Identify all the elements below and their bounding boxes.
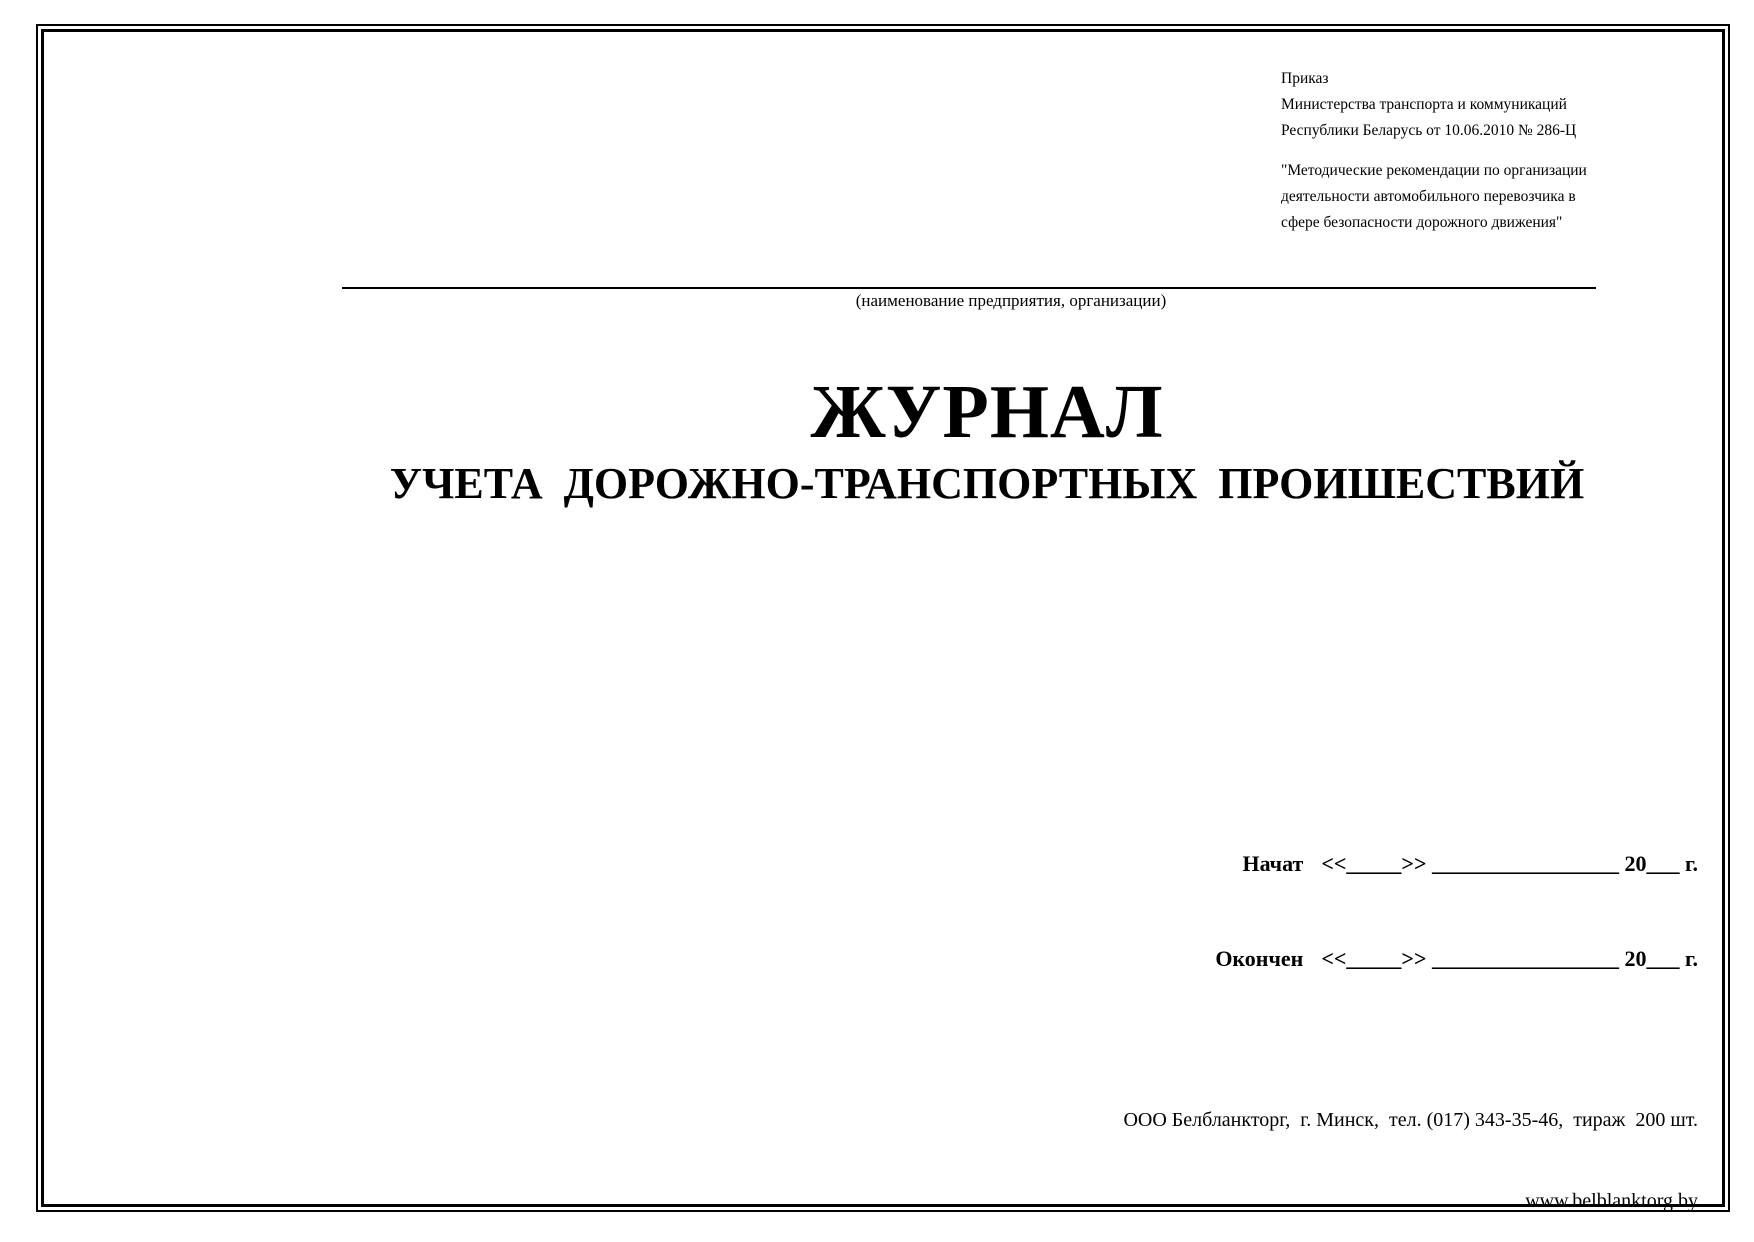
order-reference [1281,66,1701,236]
publisher-website: www.belblanktorg.by [1525,1190,1698,1212]
end-date-row [1204,920,1698,972]
organization-name-line[interactable] [342,287,1596,289]
start-date-row [1231,825,1698,877]
order-line: Республики Беларусь от 10.06.2010 № 286-Ц [1281,122,1577,139]
organization-caption: (наименование предприятия, организации) [855,291,1167,310]
end-date-label: Окончен [1215,946,1304,971]
order-line: сфере безопасности дорожного движения" [1281,214,1563,231]
publisher-info [1123,1053,1698,1242]
order-line: Министерства транспорта и коммуникаций [1281,96,1567,113]
start-date-label: Начат [1242,851,1304,876]
end-date-fields[interactable]: <<_____>> _________________ 20___ г. [1321,946,1698,971]
page-title: ЖУРНАЛ [810,370,1164,454]
page-subtitle: УЧЕТА ДОРОЖНО-ТРАНСПОРТНЫХ ПРОИШЕСТВИЙ [389,459,1585,508]
order-line: Приказ [1281,70,1329,87]
order-line: деятельности автомобильного перевозчика в [1281,188,1576,205]
publisher-line: ООО Белбланкторг, г. Минск, тел. (017) 343-35-46, тираж 200 шт. [1123,1109,1698,1131]
start-date-fields[interactable]: <<_____>> _________________ 20___ г. [1321,851,1698,876]
order-line: "Методические рекомендации по организации [1281,162,1587,179]
